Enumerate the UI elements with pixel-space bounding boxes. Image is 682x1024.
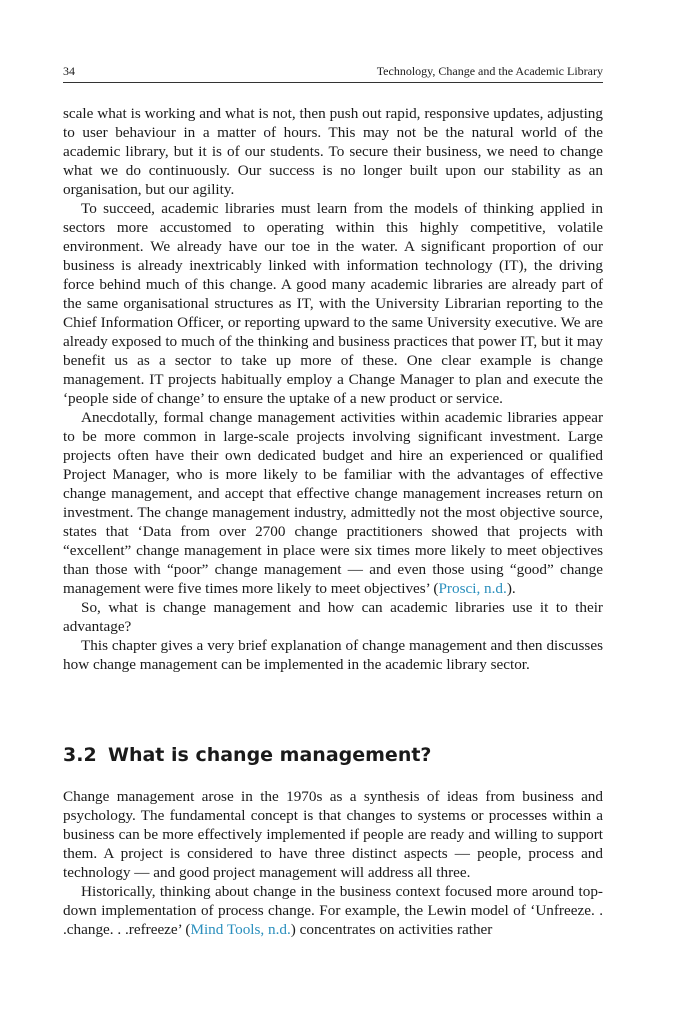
paragraph-text: Anecdotally, formal change management activities within academic libraries appear to be more common in large-scale projects involving significant investment. Large projects often have their own dedicated budget and hire an experienced or qualified Project Manager, who is more likely to be familiar with the advantages of effective change management, and accept that effective change management increases return on investment. The change management industry, admittedly not the most objective source, states that ‘Data from over 2700 change practitioners showed that projects with “excellent” change management in place were six times more likely to meet objectives than those with “poor” change management — and even those using “good” change management were five times more likely to meet objectives’ ( <box>63 409 603 597</box>
page-number: 34 <box>63 64 75 78</box>
paragraph: scale what is working and what is not, then push out rapid, responsive updates, adjusting to user behaviour in a matter of hours. This may not be the natural world of the academic library, but it is of our students. To secure their business, we need to change what we do continuously. Our success is no longer built upon our stability as an organisation, but our agility. <box>63 105 603 198</box>
paragraph: To succeed, academic libraries must learn from the models of thinking applied in sectors more accustomed to operating within this highly competitive, volatile environment. We already have our toe in the water. A significant proportion of our business is already inextricably linked with information technology (IT), the driving force behind much of this change. A good many academic libraries are already part of the same organisational structures as IT, with the University Librarian reporting to the Chief Information Officer, or reporting upward to the same University executive. We are already exposed to much of the thinking and business practices that power IT, but it may benefit us as a sector to take up more of these. One clear example is change management. IT projects habitually employ a Change Manager to plan and execute the ‘people side of change’ to ensure the uptake of a new product or service. <box>63 200 603 407</box>
section-title: What is change management? <box>108 744 432 766</box>
paragraph-text: ). <box>506 580 516 597</box>
paragraph <box>63 882 603 939</box>
book-title: Technology, Change and the Academic Library <box>376 64 603 78</box>
running-header <box>63 62 603 83</box>
paragraph <box>63 408 603 598</box>
section-heading <box>63 742 603 768</box>
paragraph: This chapter gives a very brief explanation of change management and then discusses how change management can be implemented in the academic library sector. <box>63 637 603 673</box>
paragraph-text: Historically, thinking about change in the business context focused more around top-down implementation of process change. For example, the Lewin model of ‘Unfreeze. . .change. . .refreeze’ ( <box>63 883 603 938</box>
paragraph-text: ) concentrates on activities rather <box>290 921 493 938</box>
citation-link-mind-tools[interactable]: Mind Tools, n.d. <box>190 921 291 938</box>
citation-link-prosci[interactable]: Prosci, n.d. <box>438 580 507 597</box>
paragraph: So, what is change management and how can academic libraries use it to their advantage? <box>63 599 603 635</box>
paragraph: Change management arose in the 1970s as a synthesis of ideas from business and psychology. The fundamental concept is that changes to systems or processes within a business can be more effectively implemented if people are ready and willing to support them. A project is considered to have three distinct aspects — people, process and technology — and good project management will address all three. <box>63 788 603 881</box>
section-number: 3.2 <box>63 744 97 766</box>
body-text-section-1 <box>63 104 603 674</box>
body-text-section-2 <box>63 787 603 939</box>
